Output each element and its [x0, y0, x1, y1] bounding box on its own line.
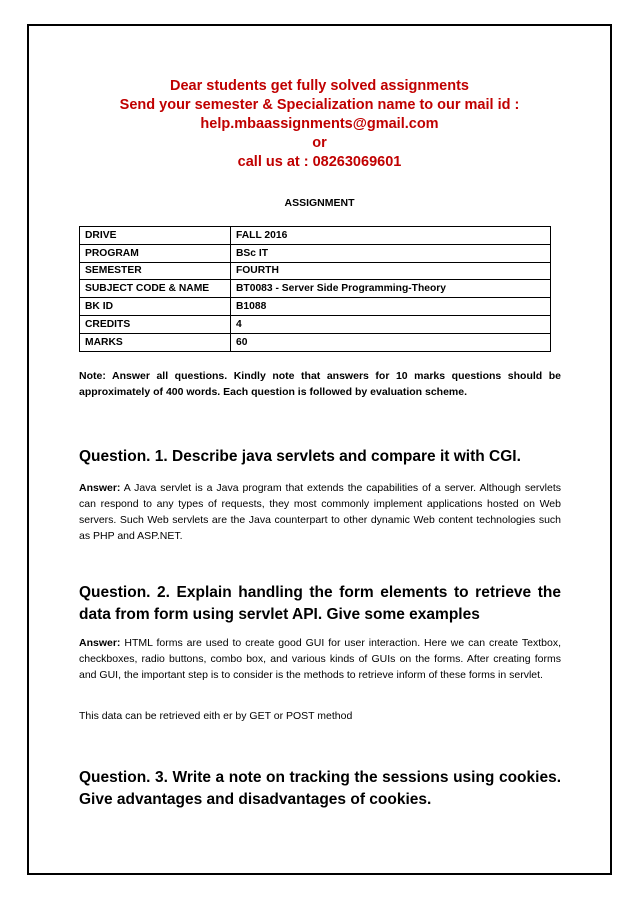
question-1-title: Question. 1. Describe java servlets and compare it with CGI.: [79, 448, 521, 465]
question-3-title: Question. 3. Write a note on tracking the sessions using cookies. Give advantages and disadvantages of cookies.: [79, 769, 561, 808]
info-key: MARKS: [80, 333, 231, 351]
info-value: FOURTH: [231, 262, 551, 280]
question-2-extra: This data can be retrieved eith er by GET or POST method: [79, 710, 353, 722]
info-key: BK ID: [80, 298, 231, 316]
question-1-answer: [79, 480, 561, 544]
info-row: [80, 262, 551, 280]
promo-email: help.mbaassignments@gmail.com: [200, 116, 439, 132]
info-key: CREDITS: [80, 315, 231, 333]
info-value: BSc IT: [231, 244, 551, 262]
info-row: [80, 315, 551, 333]
promo-header: [27, 77, 612, 172]
promo-line-2: Send your semester & Specialization name to our mail id :: [119, 97, 520, 113]
info-value: FALL 2016: [231, 227, 551, 245]
info-row: [80, 227, 551, 245]
info-row: [80, 280, 551, 298]
note-paragraph: Note: Answer all questions. Kindly note that answers for 10 marks questions should be approximately of 400 words. Each question is followed by evaluation scheme.: [79, 370, 561, 398]
info-key: SUBJECT CODE & NAME: [80, 280, 231, 298]
info-row: [80, 298, 551, 316]
info-key: DRIVE: [80, 227, 231, 245]
question-2-title: Question. 2. Explain handling the form elements to retrieve the data from form using servlet API. Give some examples: [79, 584, 561, 623]
info-key: SEMESTER: [80, 262, 231, 280]
assignment-info-table: [79, 226, 551, 352]
assignment-title: ASSIGNMENT: [284, 197, 355, 209]
answer-text: HTML forms are used to create good GUI for user interaction. Here we can create Textbox, checkboxes, radio buttons, combo box, and various kinds of GUIs on the forms. After creating forms and GUI, the important step is to consider is the methods to retrieve inform of these forms in servlet.: [79, 637, 561, 681]
info-value: 60: [231, 333, 551, 351]
info-row: [80, 244, 551, 262]
info-key: PROGRAM: [80, 244, 231, 262]
answer-label: Answer:: [79, 482, 121, 494]
question-2-answer: [79, 635, 561, 683]
info-row: [80, 333, 551, 351]
promo-phone: call us at : 08263069601: [237, 154, 402, 170]
info-value: B1088: [231, 298, 551, 316]
promo-line-1: Dear students get fully solved assignments: [170, 78, 469, 94]
info-value: 4: [231, 315, 551, 333]
info-value: BT0083 - Server Side Programming-Theory: [231, 280, 551, 298]
answer-text: A Java servlet is a Java program that extends the capabilities of a server. Although servlets can respond to any types of requests, they most commonly implement applications hosted on Web servers. Such Web servlets are the Java counterpart to other dynamic Web content technologies such as PHP and ASP.NET.: [79, 482, 561, 542]
answer-label: Answer:: [79, 637, 121, 649]
promo-or: or: [312, 135, 327, 151]
